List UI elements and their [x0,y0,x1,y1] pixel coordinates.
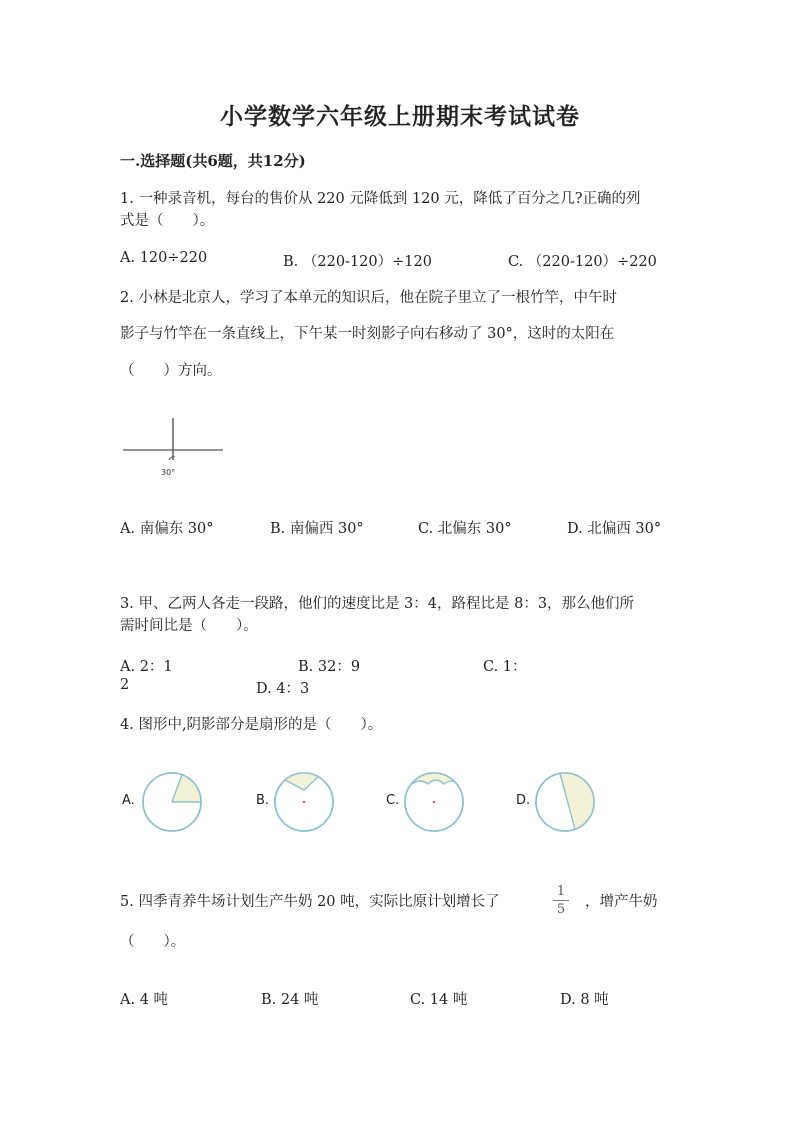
question-3-option-b: B. 32：9 [298,659,361,675]
question-2-option-b: B. 南偏西 30° [270,521,364,537]
question-2-option-a: A. 南偏东 30° [120,521,214,537]
figure-a-circle [140,770,204,834]
question-5-line-1a: 5. 四季青养牛场计划生产牛奶 20 吨，实际比原计划增长了 [120,894,500,910]
question-2-option-d: D. 北偏西 30° [567,521,662,537]
question-2-option-c: C. 北偏东 30° [418,521,512,537]
angle-label: 30° [161,468,176,477]
figure-c-label: C. [386,793,400,808]
question-3-option-c-wrap: 2 [120,677,130,693]
fraction-bar [553,900,569,901]
question-5-line-2: （ ）。 [120,934,186,950]
question-1-line-2: 式是（ ）。 [120,213,215,229]
question-3-option-a: A. 2：1 [120,659,173,675]
figure-c-circle [402,770,466,834]
fraction-denominator: 5 [556,902,566,917]
figure-d-label: D. [516,793,531,808]
question-3-option-d: D. 4：3 [256,681,310,697]
question-5-option-b: B. 24 吨 [261,992,319,1008]
question-5-option-a: A. 4 吨 [120,992,169,1008]
angle-arc [169,457,175,460]
question-1-option-c: C. （220-120）÷220 [508,254,657,270]
figure-b-circle [272,770,336,834]
question-3-option-c: C. 1： [483,659,527,675]
question-1-line-1: 1. 一种录音机，每台的售价从 220 元降低到 120 元，降低了百分之几?正确的列 [120,191,641,207]
question-1-option-b: B. （220-120）÷120 [283,254,432,270]
question-2-line-3: （ ）方向。 [120,363,222,379]
figure-d-circle [533,770,597,834]
exam-title: 小学数学六年级上册期末考试试卷 [220,103,580,130]
question-5-option-c: C. 14 吨 [410,992,468,1008]
question-3-line-1: 3. 甲、乙两人各走一段路，他们的速度比是 3：4，路程比是 8：3，那么他们所 [120,596,635,612]
question-5-option-d: D. 8 吨 [560,992,609,1008]
figure-b-label: B. [256,793,270,808]
question-2-line-1: 2. 小林是北京人，学习了本单元的知识后，他在院子里立了一根竹竿，中午时 [120,290,617,306]
section-heading: 一.选择题(共6题，共12分) [120,152,306,170]
fraction-one-fifth [553,884,569,917]
question-2-line-2: 影子与竹竿在一条直线上，下午某一时刻影子向右移动了 30°，这时的太阳在 [120,326,615,342]
shadow-angle-figure [115,410,235,485]
fraction-numerator: 1 [556,884,566,899]
question-3-line-2: 需时间比是（ ）。 [120,618,258,634]
question-4-line-1: 4. 图形中,阴影部分是扇形的是（ ）。 [120,717,383,733]
question-5-line-1b: ，增产牛奶 [585,894,658,910]
question-1-option-a: A. 120÷220 [120,250,208,266]
figure-a-label: A. [122,793,135,808]
